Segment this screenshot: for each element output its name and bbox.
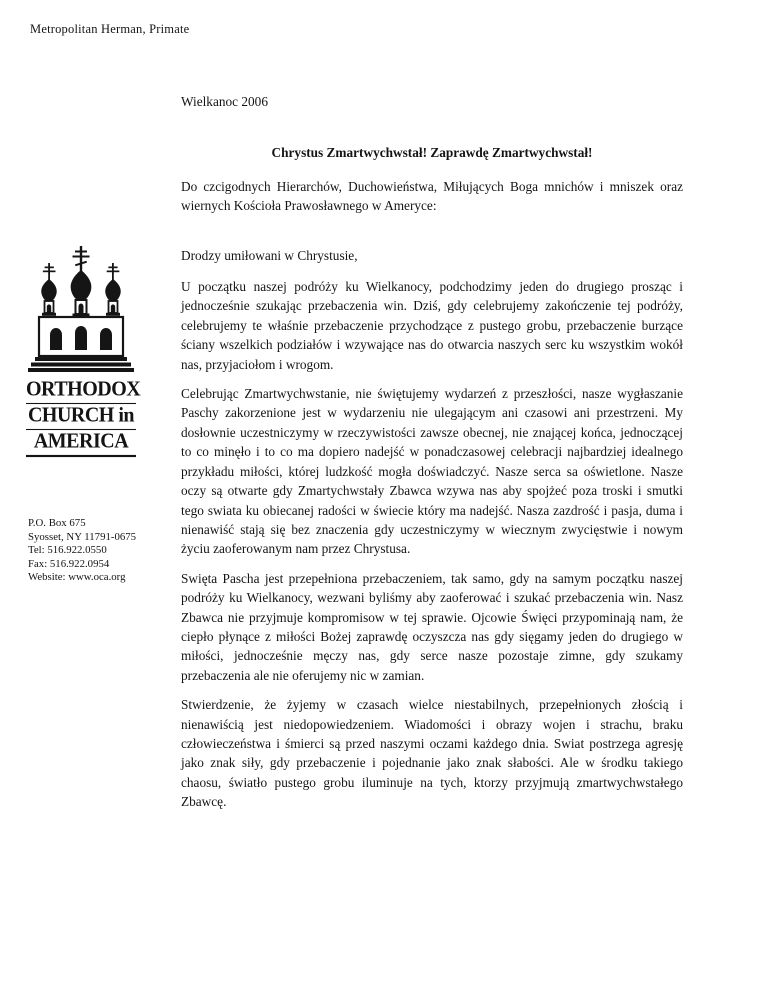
letter-greeting: Drodzy umiłowani w Chrystusie, [181, 247, 358, 263]
oca-logo [26, 246, 141, 456]
letter-headline: Chrystus Zmartwychwstał! Zaprawdę Zmartwychwstał! [271, 145, 593, 161]
letterhead-primate-line: Metropolitan Herman, Primate [30, 22, 190, 36]
contact-tel: Tel: 516.922.0550 [28, 544, 107, 556]
contact-city: Syosset, NY 11791-0675 [28, 530, 137, 543]
logo-wordmark-line-3: AMERICA [26, 428, 136, 457]
letter-body [181, 92, 683, 822]
church-illustration-icon [28, 246, 134, 374]
contact-po-box: P.O. Box 675 [28, 517, 86, 529]
letter-paragraph-4: Stwierdzenie, że żyjemy w czasach wielce niestabilnych, przepełnionych złością i nienawiścią jest niedopowiedzeniem. Wiadomości i obrazy wojen i strachu, braku człowieczeństwa i śmierci są przed naszymi oczami każdego dnia. Swiat postrzega agresję jako znak siły, gdy przebaczenie i pojednanie jako znak słabości. Ale w środku takiego chaosu, światło pustego grobu iluminuje na tych, ktorzy przyjmują zmartwychwstałego Zbawcę. [181, 697, 683, 810]
contact-fax: Fax: 516.922.0954 [28, 557, 110, 570]
letter-addressees: Do czcigodnych Hierarchów, Duchowieństwa, Miłujących Boga mnichów i mniszek oraz wiernych Kościoła Prawosławnego w Ameryce: [181, 178, 683, 214]
letter-paragraph-2: Celebrując Zmartwychwstanie, nie świętujemy wydarzeń z przeszłości, nasze wygłaszanie Paschy zakorzenione jest w wydarzeniu nie ulegającym ani czasowi ani przestrzeni. My dosłownie uczestniczymy w rzeczywistości zawsze obecnej, nie znającej końca, jednoczącej to co minęło i to co ma dopiero nadejść w ponadczasowej celebracji najbardziej idealnego przykładu miłości, której ludzkość mogła doświadczyć. Nasze serca sa oświetlone. Nasze oczy są otwarte gdy Zmartychwstały Zbawca wzywa nas aby spojżeć poza troski i smutki tego swiata ku obiecanej radości w świecie który ma nadejść. Nasza zazdrość i pasja, duma i nienawiść stają się bez znaczenia gdy uczestniczymy w wiecznym zwycięstwie i nowym życiu zaoferowanym nam przez Chrystusa. [181, 386, 683, 557]
letter-paragraph-3: Swięta Pascha jest przepełniona przebaczeniem, tak samo, gdy na samym początku naszej podróży ku Wielkanocy, wezwani byliśmy aby zaoferować i szukać przebaczenia win. Nasz Zbawca nie przyjmuje kompromisow w tej sprawie. Ojcowie Święci przypominają nam, że ciepło płynące z miłości Bożej zaprawdę oczyszcza nas gdy sięgamy jeden do drugiego w miłości, jednocześnie męczy nas, gdy serce nasze pozostaje zimne, gdy szukamy przebaczenia ale nie oferujemy nic w zamian. [181, 570, 683, 683]
logo-wordmark [26, 377, 141, 456]
letter-paragraph-1: U początku naszej podróży ku Wielkanocy, podchodzimy jeden do drugiego prosząc i jednocześnie szukając przebaczenia win. Dziś, gdy celebrujemy zakończenie tej podróży, celebrujemy te właśnie przebaczenie przychodzące z pustego grobu, przebaczenie burzące ściany wszelkich podziałów i wzywające nas do otwarcia naszych serc ku wszystkim wokół nas, przyjaciołom i wrogom. [181, 279, 683, 372]
letter-date: Wielkanoc 2006 [181, 94, 268, 109]
contact-block [28, 517, 136, 585]
contact-website: Website: www.oca.org [28, 571, 126, 583]
logo-wordmark-line-2: CHURCH in [26, 402, 136, 430]
logo-wordmark-line-1: ORTHODOX [26, 376, 136, 404]
